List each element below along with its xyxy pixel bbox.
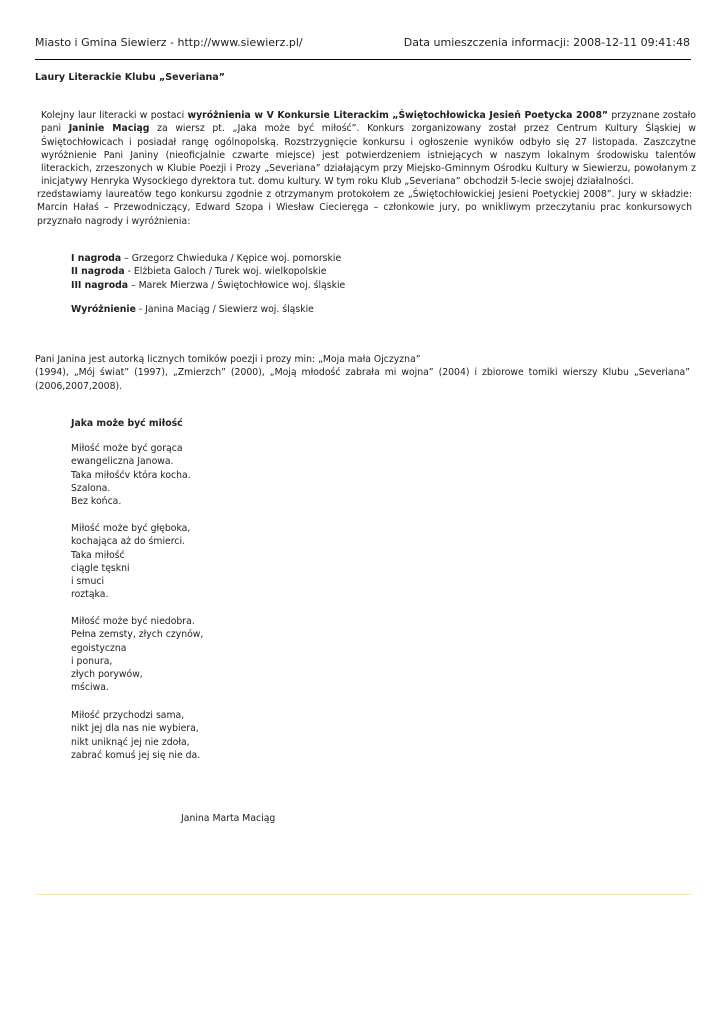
prize-item: II nagroda - Elżbieta Galoch / Turek woj. wielkopolskie	[71, 266, 327, 278]
prize-item: III nagroda – Marek Mierzwa / Świętochłowice woj. śląskie	[71, 279, 346, 291]
prize-list	[71, 252, 345, 292]
poem-line: egoistyczna	[71, 642, 127, 654]
poem-line: Miłość może być niedobra.	[71, 616, 195, 627]
page-header	[35, 36, 690, 50]
poem-line: i ponura,	[71, 655, 113, 667]
article-paragraph-2: rzedstawiamy laureatów tego konkursu zgodnie z otrzymanym protokołem ze „Świętochłowickiej Jesieni Poetyckiej 2008”. Jury w składzie: Marcin Hałaś – Przewodniczący, Edward Szopa i Wiesław Ciecieręga – członkowie jury, po wnikliwym przeczytaniu prac konkursowych przyznało nagrody i wyróżnienia:	[37, 189, 692, 227]
footer-divider	[35, 894, 691, 895]
poem-line: kochająca aż do śmierci.	[71, 536, 186, 548]
poem-line: Miłość przychodzi sama,	[71, 710, 185, 721]
article-paragraph-1: Kolejny laur literacki w postaci wyróżnienia w V Konkursie Literackim „Świętochłowicka Jesień Poetycka 2008” przyznane zostało pani Janinie Maciąg za wiersz pt. „Jaka może być miłość”. Konkurs zorganizowany został przez Centrum Kultury Śląskiej w Świętochłowicach i posiadał rangę ogólnopolską. Rozstrzygnięcie konkursu i ogłoszenie wyników odbyło się 27 listopada. Zaszczytne wyróżnienie Pani Janiny (nieoficjalnie czwarte miejsce) jest potwierdzeniem istniejących w naszym lokalnym środowisku talentów literackich, zrzeszonych w Klubie Poezji i Prozy „Severiana” działającym przy Miejsko-Gminnym Ośrodku Kultury w Siewierzu, powołanym z inicjatywy Henryka Wysockiego dyrektora tut. domu kultury. W tym roku Klub „Severiana” obchodził 5-lecie swojej działalności.	[41, 110, 696, 188]
poem-line: zabrać komuś jej się nie da.	[71, 749, 201, 761]
poem-line: nikt jej dla nas nie wybiera,	[71, 723, 199, 735]
poem-author: Janina Marta Maciąg	[181, 813, 276, 824]
poem-stanza	[71, 442, 191, 508]
poem-stanza	[71, 615, 203, 695]
poem-line: roztąka.	[71, 589, 109, 601]
poem-line: Taka miłość	[71, 549, 125, 561]
poem-line: ewangeliczna Janowa.	[71, 456, 174, 468]
publication-date: Data umieszczenia informacji: 2008-12-11 09:41:48	[403, 36, 690, 49]
poem-line: Taka miłośćv która kocha.	[71, 469, 191, 481]
poem-line: nikt uniknąć jej nie zdoła,	[71, 736, 190, 748]
article-title: Laury Literackie Klubu „Severiana”	[35, 72, 225, 83]
poem-title: Jaka może być miłość	[71, 418, 183, 429]
poem-stanza	[71, 522, 190, 602]
poem-line: Pełna zemsty, złych czynów,	[71, 629, 204, 641]
poem-line: ciągle tęskni	[71, 562, 130, 574]
distinction-item: Wyróżnienie - Janina Maciąg / Siewierz woj. śląskie	[71, 304, 314, 315]
poem-stanza	[71, 709, 200, 762]
site-name: Miasto i Gmina Siewierz - http://www.siewierz.pl/	[35, 36, 303, 49]
article-paragraph-3: Pani Janina jest autorką licznych tomików poezji i prozy min: „Moja mała Ojczyzna” (1994), „Mój świat” (1997), „Zmierzch” (2000), „Moją młodość zabrała mi wojna” (2004) i zbiorowe tomiki wierszy Klubu „Severiana” (2006,2007,2008).	[35, 354, 690, 392]
poem-line: Miłość może być głęboka,	[71, 523, 191, 534]
poem-line: Szalona.	[71, 482, 111, 494]
poem-line: Miłość może być gorąca	[71, 443, 183, 454]
poem-line: Bez końca.	[71, 496, 122, 508]
header-divider	[35, 59, 691, 60]
prize-item: I nagroda – Grzegorz Chwieduka / Kępice woj. pomorskie	[71, 253, 342, 264]
poem-line: mściwa.	[71, 682, 109, 694]
poem-line: i smuci	[71, 576, 105, 588]
poem-line: złych porywów,	[71, 669, 143, 681]
